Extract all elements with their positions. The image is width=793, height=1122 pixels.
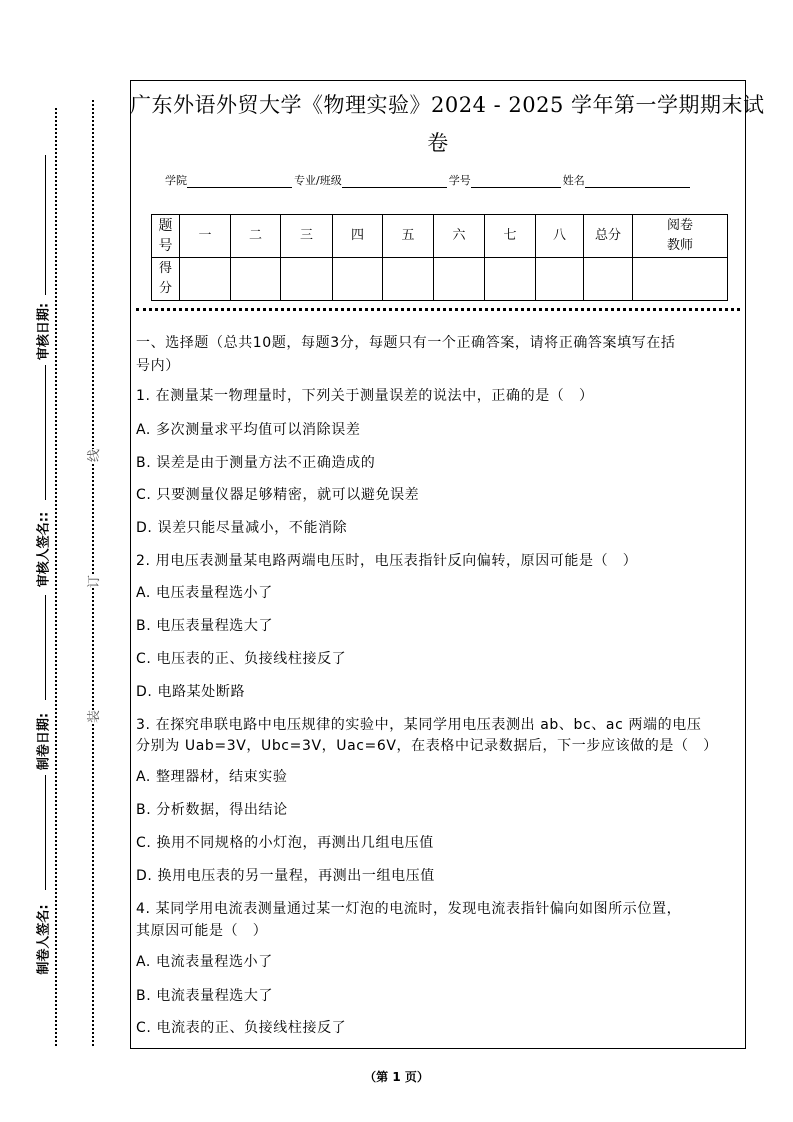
binding-char-ding: 订 — [83, 575, 102, 588]
score-cell[interactable] — [333, 258, 383, 301]
score-cell[interactable] — [434, 258, 485, 301]
dotted-separator — [136, 308, 740, 311]
question-3-option-b: B. 分析数据，得出结论 — [136, 802, 288, 818]
question-3-stem: 3. 在探究串联电路中电压规律的实验中，某同学用电压表测出 ab、bc、ac 两端的电压 — [136, 717, 702, 733]
question-2-option-d: D. 电路某处断路 — [136, 684, 246, 700]
row-header: 得分 — [152, 258, 180, 301]
question-4-stem: 4. 某同学用电流表测量通过某一灯泡的电流时，发现电流表指针偏向如图所示位置， — [136, 901, 682, 917]
score-cell[interactable] — [231, 258, 281, 301]
question-4-option-a: A. 电流表量程选小了 — [136, 954, 273, 970]
question-3-option-d: D. 换用电压表的另一量程，再测出一组电压值 — [136, 868, 435, 884]
major-class-field[interactable] — [342, 173, 447, 188]
score-cell[interactable] — [485, 258, 536, 301]
table-row — [152, 258, 728, 301]
college-field[interactable] — [187, 173, 292, 188]
question-3-stem-continued: 分别为 Uab=3V，Ubc=3V，Uac=6V，在表格中记录数据后，下一步应该做的是（ ） — [136, 738, 718, 754]
dotted-binding-line — [55, 108, 57, 1046]
page-number: （第 1 页） — [364, 1070, 429, 1084]
score-cell[interactable] — [180, 258, 231, 301]
student-id-label: 学号 — [448, 174, 471, 187]
question-2-option-c: C. 电压表的正、负接线柱接反了 — [136, 651, 347, 667]
score-cell[interactable] — [584, 258, 633, 301]
signature-line — [45, 365, 46, 500]
score-cell[interactable] — [536, 258, 584, 301]
question-1-option-c: C. 只要测量仪器足够精密，就可以避免误差 — [136, 487, 420, 503]
column-header: 八 — [536, 215, 584, 258]
column-header: 三 — [281, 215, 333, 258]
question-2-option-a: A. 电压表量程选小了 — [136, 585, 273, 601]
paper-maker-signature-label: 制卷人签名: — [36, 904, 52, 975]
signature-line — [45, 775, 46, 890]
student-info-row — [165, 172, 692, 188]
question-1-option-b: B. 误差是由于测量方法不正确造成的 — [136, 455, 376, 471]
question-3-option-c: C. 换用不同规格的小灯泡，再测出几组电压值 — [136, 835, 434, 851]
score-cell[interactable] — [281, 258, 333, 301]
column-header: 一 — [180, 215, 231, 258]
college-label: 学院 — [165, 174, 187, 187]
major-class-label: 专业/班级 — [294, 174, 342, 187]
name-label: 姓名 — [562, 174, 585, 187]
exam-title: 广东外语外贸大学《物理实验》2024 - 2025 学年第一学期期末试 — [130, 93, 765, 117]
column-header: 总分 — [584, 215, 633, 258]
score-cell[interactable] — [383, 258, 434, 301]
dotted-cut-line — [92, 100, 94, 1046]
student-id-field[interactable] — [471, 173, 561, 188]
question-4-stem-continued: 其原因可能是（ ） — [136, 923, 268, 939]
question-1-option-d: D. 误差只能尽量减小，不能消除 — [136, 520, 348, 536]
binding-char-xian: 线 — [83, 449, 102, 462]
column-header: 二 — [231, 215, 281, 258]
table-row — [152, 215, 728, 258]
signature-line — [45, 595, 46, 700]
score-cell[interactable] — [633, 258, 728, 301]
review-date-label: 审核日期: — [36, 302, 52, 361]
paper-date-label: 制卷日期: — [36, 712, 52, 771]
section-heading-continued: 号内） — [136, 358, 180, 374]
column-header: 六 — [434, 215, 485, 258]
column-header: 七 — [485, 215, 536, 258]
score-table — [151, 214, 728, 301]
question-1-option-a: A. 多次测量求平均值可以消除误差 — [136, 422, 361, 438]
column-header: 四 — [333, 215, 383, 258]
binding-char-zhuang: 装 — [83, 710, 102, 723]
question-3-option-a: A. 整理器材，结束实验 — [136, 769, 288, 785]
question-2-stem: 2. 用电压表测量某电路两端电压时，电压表指针反向偏转，原因可能是（ ） — [136, 553, 638, 569]
question-4-option-b: B. 电流表量程选大了 — [136, 988, 274, 1004]
name-field[interactable] — [585, 173, 690, 188]
row-header: 题号 — [152, 215, 180, 258]
signature-line — [45, 155, 46, 295]
exam-title-continued: 卷 — [427, 131, 449, 155]
column-header: 阅卷教师 — [633, 215, 728, 258]
question-2-option-b: B. 电压表量程选大了 — [136, 618, 274, 634]
question-1-stem: 1. 在测量某一物理量时，下列关于测量误差的说法中，正确的是（ ） — [136, 388, 594, 404]
question-4-option-c: C. 电流表的正、负接线柱接反了 — [136, 1020, 347, 1036]
reviewer-signature-label: 审核人签名:: — [36, 511, 52, 588]
column-header: 五 — [383, 215, 434, 258]
section-heading: 一、选择题（总共10题，每题3分，每题只有一个正确答案，请将正确答案填写在括 — [136, 335, 676, 351]
